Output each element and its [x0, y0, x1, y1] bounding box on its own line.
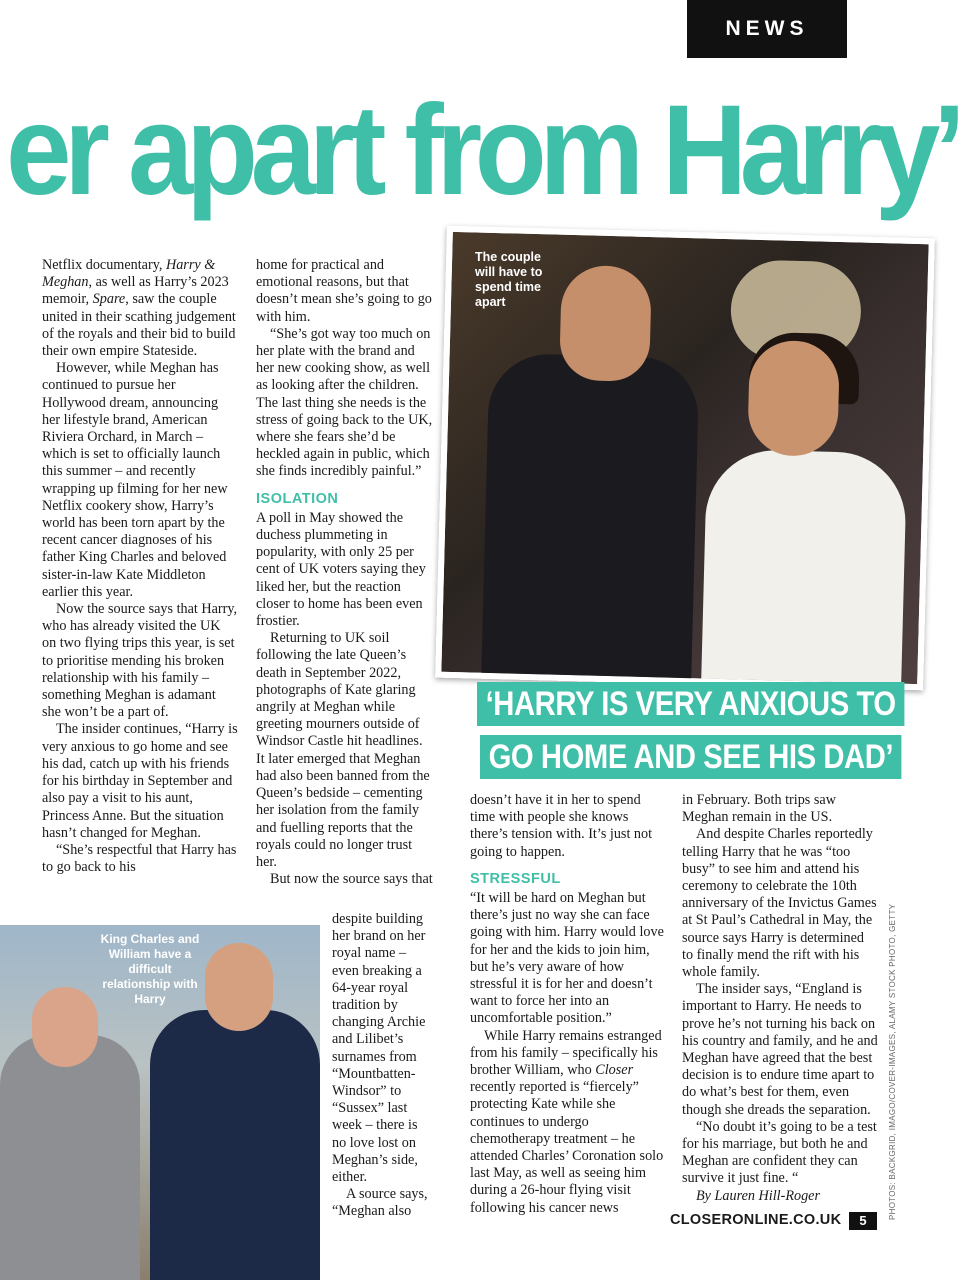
charles-figure: [0, 1035, 140, 1280]
paragraph: Now the source says that Harry, who has already visited the UK on two flying trips this year, is set to prioritise mending his broken relationship with his family – something Meghan is adamant she won’t be a part of.: [42, 601, 238, 721]
paragraph: A source says, “Meghan also: [332, 1186, 428, 1220]
paragraph: home for practical and emotional reasons, but that doesn’t mean she’s going to go with him.: [256, 257, 432, 325]
footer-website: CLOSERONLINE.CO.UK: [670, 1212, 842, 1228]
main-photo-caption: The couple will have to spend time apart: [475, 250, 543, 309]
paragraph: And despite Charles reportedly telling Harry that he was “too busy” to see him and attend his ceremony to celebrate the 10th anniversary of the Invictus Games at St Paul’s Cathedral in May, the source says Harry is determined to finally mend the rift with his whole family.: [682, 826, 877, 981]
harry-head: [559, 265, 652, 382]
paragraph: “She’s got way too much on her plate with the brand and her new cooking show, as well as looking after the children. The last thing she needs is the stress of going back to the UK, where she fears she’d be heckled again in public, which she finds incredibly painful.”: [256, 325, 433, 480]
paragraph: in February. Both trips saw Meghan remain in the US.: [682, 792, 836, 826]
article-column-2-narrow: [332, 911, 433, 1221]
paragraph: doesn’t have it in her to spend time with people she knows there’s tension with. It’s just not going to happen.: [470, 792, 653, 860]
article-column-1: [42, 257, 238, 876]
meghan-head: [747, 340, 840, 457]
paragraph: A poll in May showed the duchess plummeting in popularity, with only 25 per cent of UK voters saying they liked her, but the reaction closer to home has been even frostier.: [256, 509, 426, 630]
section-tab: NEWS: [687, 0, 847, 58]
meghan-figure: [701, 449, 907, 684]
article-column-2: [256, 257, 433, 888]
page-headline: er apart from Harry’: [6, 79, 958, 222]
paragraph: However, while Meghan has continued to pursue her Hollywood dream, announcing her lifestyle brand, American Riviera Orchard, in March – which is set to officially launch this summer – and recently wrapping up filming for her new Netflix cookery show, Harry’s world has been torn apart by the recent cancer diagnoses of his father King Charles and beloved sister-in-law Kate Middleton earlier this year.: [42, 360, 228, 600]
paragraph: “No doubt it’s going to be a test for his marriage, but both he and Meghan are confident they can survive it just fine. “: [682, 1118, 877, 1187]
william-head: [205, 943, 273, 1031]
paragraph: “It will be hard on Meghan but there’s just no way she can face going with him. Harry would love for her and the kids to join him, but he’s very aware of how stressful it is for her and doesn’t want to force her into an uncomfortable position.”: [470, 890, 664, 1027]
pull-quote-line-2: GO HOME AND SEE HIS DAD’: [480, 735, 902, 779]
william-figure: [150, 1010, 320, 1280]
paragraph: The insider says, “England is important to Harry. He needs to prove he’s not turning his back on his country and family, and he and Meghan have agreed that the best decision is to endure time apart to do what’s best for them, even though she dreads the separation.: [682, 981, 878, 1118]
harry-figure: [481, 353, 699, 678]
article-column-3: [470, 792, 666, 1217]
page-number: 5: [849, 1212, 877, 1230]
paragraph: Returning to UK soil following the late Queen’s death in September 2022, photographs of Kate glaring angrily at Meghan while greeting mourners outside of Windsor Castle hit headlines. It later emerged that Meghan had also been banned from the Queen’s bedside – cementing her isolation from the family and fuelling reports that the royals could no longer trust her.: [256, 630, 430, 870]
photo-credit: PHOTOS: BACKGRID, IMAGO/COVER-IMAGES, ALAMY STOCK PHOTO, GETTY: [888, 903, 897, 1220]
paragraph: But now the source says that: [270, 871, 433, 888]
subhead-stressful: STRESSFUL: [470, 870, 561, 887]
charles-head: [32, 987, 98, 1067]
paragraph: The insider continues, “Harry is very anxious to go home and see his dad, catch up with his friends for his birthday in September and also pay a visit to his aunt, Princess Anne. But the situation hasn’t changed for Meghan.: [42, 721, 238, 841]
pull-quote-line-1: ‘HARRY IS VERY ANXIOUS TO: [477, 682, 904, 726]
paragraph: Netflix documentary, Harry & Meghan, as well as Harry’s 2023 memoir, Spare, saw the couple united in their scathing judgement of the royals and their bid to build their own empire Stateside.: [42, 257, 236, 360]
article-column-4: [682, 792, 878, 1205]
paragraph: “She’s respectful that Harry has to go back to his: [42, 841, 237, 876]
kw-photo-caption: King Charles and William have a difficult relationship with Harry: [100, 932, 200, 1006]
paragraph: While Harry remains estranged from his family – specifically his brother William, who Closer recently reported is “fiercely” protecting Kate while she continues to undergo chemotherapy treatment – he attended Charles’ Coronation solo last May, as well as seeing him during a 26-hour flying visit following his cancer news: [470, 1027, 664, 1216]
byline: By Lauren Hill-Roger: [696, 1187, 820, 1204]
paragraph: despite building her brand on her royal name – even breaking a 64-year royal tradition by changing Archie and Lilibet’s surnames from “Mountbatten-Windsor” to “Sussex” last week – there is no love lost on Meghan’s side, either.: [332, 911, 426, 1186]
subhead-isolation: ISOLATION: [256, 490, 339, 507]
